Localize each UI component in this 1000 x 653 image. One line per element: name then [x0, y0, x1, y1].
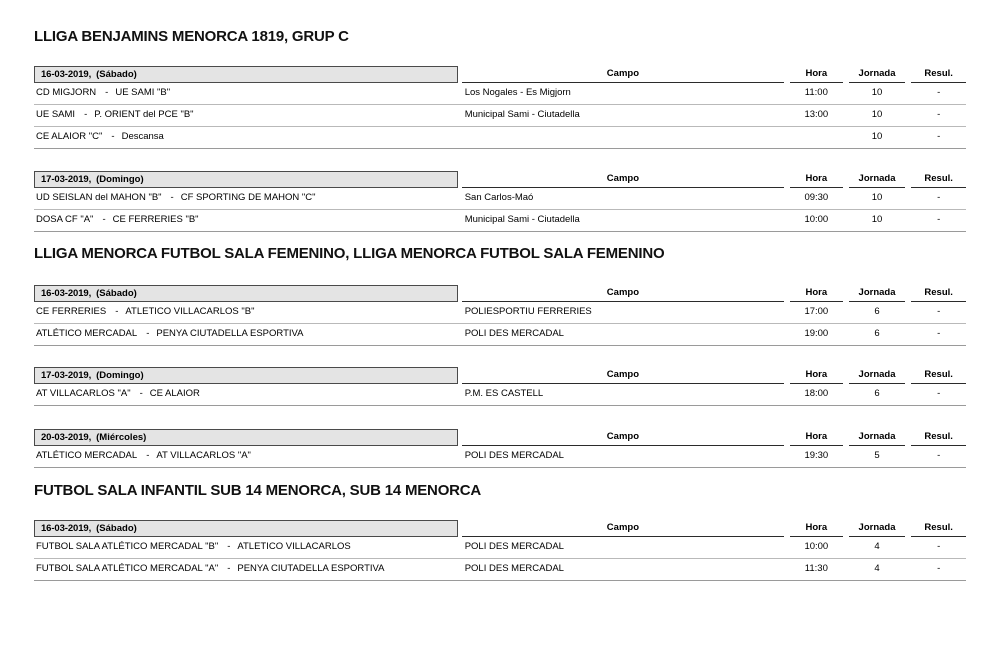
match-matchday: 6 [874, 328, 880, 339]
matchday-block [34, 66, 966, 149]
matchday-block [34, 429, 966, 468]
match-result: - [937, 192, 941, 203]
match-teams [34, 188, 458, 209]
match-teams [34, 324, 458, 345]
match-result: - [937, 306, 941, 317]
home-team: CE FERRERIES [36, 306, 107, 317]
match-time: 11:30 [804, 563, 828, 574]
matchday-date: 17-03-2019, [41, 174, 92, 185]
matchday-date-box [34, 171, 458, 188]
match-teams [34, 446, 458, 467]
column-header-campo: Campo [462, 171, 784, 188]
matchday-weekday: (Miércoles) [96, 432, 147, 443]
matchday-weekday: (Sábado) [96, 288, 137, 299]
matchday-date-box [34, 367, 458, 384]
match-row[interactable] [34, 188, 966, 210]
match-row[interactable] [34, 83, 966, 105]
matchday-weekday: (Sábado) [96, 523, 137, 534]
column-header-hora: Hora [790, 367, 843, 384]
versus-separator: - [115, 306, 119, 317]
versus-separator: - [84, 109, 88, 120]
away-team: CE ALAIOR [149, 388, 200, 399]
match-matchday: 6 [874, 306, 880, 317]
match-row[interactable] [34, 127, 966, 149]
column-header-resul: Resul. [911, 520, 966, 537]
match-teams [34, 302, 458, 323]
match-time: 10:00 [804, 214, 829, 225]
matchday-date: 20-03-2019, [41, 432, 92, 443]
home-team: ATLÉTICO MERCADAL [36, 450, 138, 461]
match-result: - [937, 87, 941, 98]
match-venue: Los Nogales - Es Migjorn [464, 87, 571, 98]
match-venue: POLI DES MERCADAL [464, 541, 564, 552]
away-team: ATLETICO VILLACARLOS "B" [125, 306, 255, 317]
match-matchday: 10 [871, 109, 883, 120]
block-header-row [34, 66, 966, 83]
matchday-block [34, 285, 966, 346]
away-team: PENYA CIUTADELLA ESPORTIVA [237, 563, 385, 574]
match-matchday: 6 [874, 388, 880, 399]
match-result: - [937, 563, 941, 574]
home-team: UE SAMI [36, 109, 76, 120]
match-venue: Municipal Sami - Ciutadella [464, 109, 580, 120]
away-team: PENYA CIUTADELLA ESPORTIVA [156, 328, 304, 339]
away-team: AT VILLACARLOS "A" [156, 450, 251, 461]
match-row[interactable] [34, 210, 966, 232]
match-time: 19:00 [804, 328, 829, 339]
matchday-weekday: (Sábado) [96, 69, 137, 80]
competition-title: LLIGA MENORCA FUTBOL SALA FEMENINO, LLIGA MENORCA FUTBOL SALA FEMENINO [34, 245, 665, 262]
match-teams [34, 384, 458, 405]
away-team: Descansa [121, 131, 164, 142]
column-header-hora: Hora [790, 66, 843, 83]
match-venue: San Carlos-Maó [464, 192, 534, 203]
match-venue: P.M. ES CASTELL [464, 388, 544, 399]
home-team: UD SEISLAN del MAHON "B" [36, 192, 162, 203]
matchday-weekday: (Domingo) [96, 174, 144, 185]
match-row[interactable] [34, 559, 966, 581]
match-matchday: 10 [871, 87, 883, 98]
match-time: 18:00 [804, 388, 829, 399]
column-header-jornada: Jornada [849, 429, 906, 446]
match-row[interactable] [34, 384, 966, 406]
column-header-hora: Hora [790, 429, 843, 446]
match-venue: POLIESPORTIU FERRERIES [464, 306, 592, 317]
versus-separator: - [102, 214, 106, 225]
column-header-hora: Hora [790, 285, 843, 302]
match-time: 10:00 [804, 541, 829, 552]
away-team: CE FERRERIES "B" [112, 214, 199, 225]
home-team: CD MIGJORN [36, 87, 97, 98]
match-result: - [937, 214, 941, 225]
home-team: AT VILLACARLOS "A" [36, 388, 131, 399]
column-header-campo: Campo [462, 66, 784, 83]
versus-separator: - [105, 87, 109, 98]
match-result: - [937, 388, 941, 399]
versus-separator: - [170, 192, 174, 203]
match-time: 13:00 [804, 109, 829, 120]
match-venue: POLI DES MERCADAL [464, 450, 564, 461]
matchday-date: 16-03-2019, [41, 288, 92, 299]
home-team: FUTBOL SALA ATLÉTICO MERCADAL "A" [36, 563, 219, 574]
block-header-row [34, 429, 966, 446]
column-header-resul: Resul. [911, 285, 966, 302]
match-teams [34, 559, 458, 580]
match-row[interactable] [34, 446, 966, 468]
column-header-hora: Hora [790, 520, 843, 537]
versus-separator: - [146, 328, 150, 339]
matchday-date-box [34, 285, 458, 302]
match-matchday: 10 [871, 214, 883, 225]
home-team: CE ALAIOR "C" [36, 131, 103, 142]
match-venue: POLI DES MERCADAL [464, 328, 564, 339]
match-result: - [937, 328, 941, 339]
matchday-date-box [34, 429, 458, 446]
matchday-date-box [34, 66, 458, 83]
column-header-campo: Campo [462, 520, 784, 537]
column-header-hora: Hora [790, 171, 843, 188]
match-teams [34, 537, 458, 558]
block-header-row [34, 171, 966, 188]
competition-title: LLIGA BENJAMINS MENORCA 1819, GRUP C [34, 28, 349, 45]
match-matchday: 4 [874, 563, 880, 574]
column-header-jornada: Jornada [849, 285, 906, 302]
match-venue [462, 127, 784, 148]
versus-separator: - [146, 450, 150, 461]
column-header-resul: Resul. [911, 429, 966, 446]
column-header-jornada: Jornada [849, 520, 906, 537]
column-header-jornada: Jornada [849, 171, 906, 188]
match-matchday: 10 [871, 192, 883, 203]
column-header-jornada: Jornada [849, 367, 906, 384]
matchday-date: 16-03-2019, [41, 69, 92, 80]
match-row[interactable] [34, 537, 966, 559]
matchday-date: 17-03-2019, [41, 370, 92, 381]
match-venue: Municipal Sami - Ciutadella [464, 214, 580, 225]
column-header-resul: Resul. [911, 66, 966, 83]
column-header-jornada: Jornada [849, 66, 906, 83]
matchday-date-box [34, 520, 458, 537]
competition-title: FUTBOL SALA INFANTIL SUB 14 MENORCA, SUB 14 MENORCA [34, 482, 482, 499]
match-time: 09:30 [804, 192, 829, 203]
column-header-campo: Campo [462, 429, 784, 446]
matchday-weekday: (Domingo) [96, 370, 144, 381]
match-result: - [937, 131, 941, 142]
matchday-block [34, 367, 966, 406]
away-team: UE SAMI "B" [115, 87, 171, 98]
matchday-block [34, 171, 966, 232]
column-header-resul: Resul. [911, 367, 966, 384]
away-team: CF SPORTING DE MAHON "C" [180, 192, 316, 203]
match-time: 17:00 [804, 306, 829, 317]
match-matchday: 5 [874, 450, 880, 461]
away-team: ATLETICO VILLACARLOS [237, 541, 351, 552]
matchday-block [34, 520, 966, 581]
match-time: 11:00 [804, 87, 828, 98]
home-team: FUTBOL SALA ATLÉTICO MERCADAL "B" [36, 541, 219, 552]
column-header-campo: Campo [462, 285, 784, 302]
match-teams [34, 83, 458, 104]
match-row[interactable] [34, 324, 966, 346]
versus-separator: - [139, 388, 143, 399]
home-team: DOSA CF "A" [36, 214, 94, 225]
match-time [790, 127, 843, 148]
block-header-row [34, 285, 966, 302]
match-teams [34, 127, 458, 148]
home-team: ATLÉTICO MERCADAL [36, 328, 138, 339]
block-header-row [34, 367, 966, 384]
match-row[interactable] [34, 105, 966, 127]
match-result: - [937, 450, 941, 461]
block-header-row [34, 520, 966, 537]
match-teams [34, 105, 458, 126]
away-team: P. ORIENT del PCE "B" [94, 109, 194, 120]
match-row[interactable] [34, 302, 966, 324]
column-header-campo: Campo [462, 367, 784, 384]
versus-separator: - [227, 563, 231, 574]
match-venue: POLI DES MERCADAL [464, 563, 564, 574]
match-result: - [937, 541, 941, 552]
match-matchday: 4 [874, 541, 880, 552]
match-teams [34, 210, 458, 231]
versus-separator: - [111, 131, 115, 142]
match-time: 19:30 [804, 450, 829, 461]
match-result: - [937, 109, 941, 120]
versus-separator: - [227, 541, 231, 552]
matchday-date: 16-03-2019, [41, 523, 92, 534]
match-matchday: 10 [871, 131, 883, 142]
column-header-resul: Resul. [911, 171, 966, 188]
